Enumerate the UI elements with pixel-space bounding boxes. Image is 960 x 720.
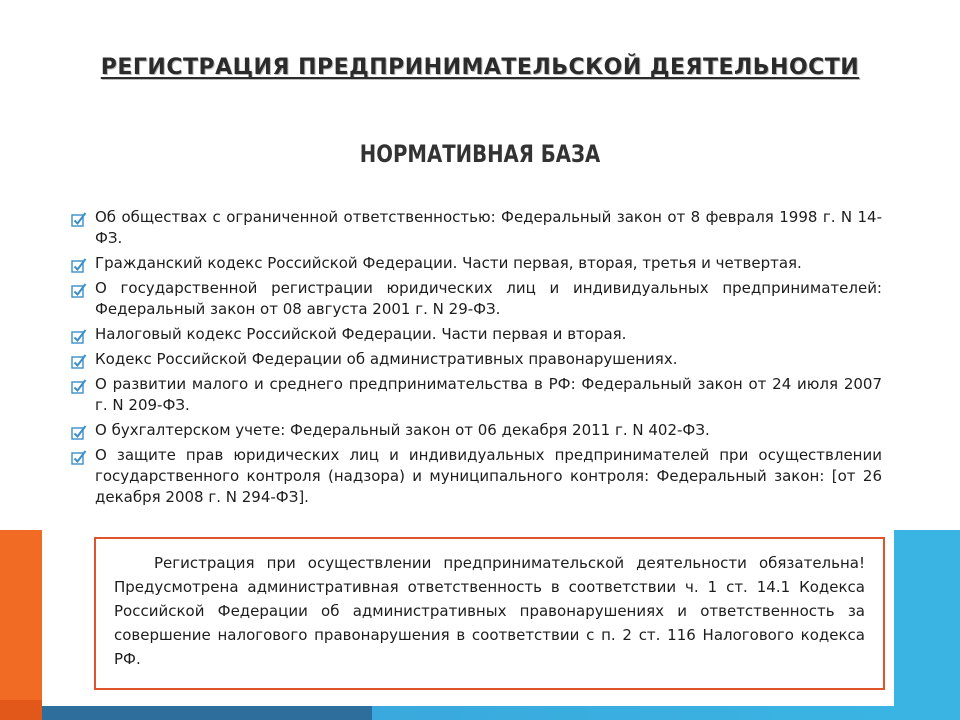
law-item [70,445,882,508]
law-item [70,324,882,345]
law-text: О государственной регистрации юридических лиц и индивидуальных предпринимателей: Федеральный закон от 08 августа 2001 г. N 29-ФЗ. [95,279,882,318]
checkbox-check-icon [71,424,87,440]
law-item [70,349,882,370]
bottom-dark-band [42,706,372,720]
law-item [70,420,882,441]
checkbox-check-icon [71,282,87,298]
law-item [70,278,882,320]
law-text: Кодекс Российской Федерации об административных правонарушениях. [95,350,678,368]
notice-text: Регистрация при осуществлении предпринимательской деятельности обязательна! Предусмотрена административная ответственность в соответствии ч. 1 ст. 14.1 Кодекса Российской Федерации об административных правонарушениях и ответственность за совершение налогового правонарушения в соответствии с п. 2 ст. 116 Налогового кодекса РФ. [114,554,865,668]
law-text: Об обществах с ограниченной ответственностью: Федеральный закон от 8 февраля 1998 г. N 14-ФЗ. [95,208,882,247]
notice-box [94,537,885,690]
law-item [70,253,882,274]
blue-corner-decoration [894,530,960,720]
law-text: О развитии малого и среднего предпринимательства в РФ: Федеральный закон от 24 июля 2007 г. N 209-ФЗ. [95,375,882,414]
laws-list [70,207,882,512]
section-subtitle: НОРМАТИВНАЯ БАЗА [359,140,601,168]
law-item [70,207,882,249]
law-text: О бухгалтерском учете: Федеральный закон от 06 декабря 2011 г. N 402-ФЗ. [95,421,710,439]
checkbox-check-icon [71,378,87,394]
law-text: Гражданский кодекс Российской Федерации. Части первая, вторая, третья и четвертая. [95,254,802,272]
checkbox-check-icon [71,449,87,465]
slide-title: РЕГИСТРАЦИЯ ПРЕДПРИНИМАТЕЛЬСКОЙ ДЕЯТЕЛЬНОСТИ [100,55,860,80]
law-text: О защите прав юридических лиц и индивидуальных предпринимателей при осуществлении государственного контроля (надзора) и муниципального контроля: Федеральный закон: [от 26 декабря 2008 г. N 294-ФЗ]. [95,446,882,506]
law-item [70,374,882,416]
checkbox-check-icon [71,353,87,369]
orange-corner-decoration [0,530,42,720]
checkbox-check-icon [71,328,87,344]
orange-corner-shadow [0,700,42,720]
law-text: Налоговый кодекс Российской Федерации. Части первая и вторая. [95,325,627,343]
checkbox-check-icon [71,211,87,227]
checkbox-check-icon [71,257,87,273]
